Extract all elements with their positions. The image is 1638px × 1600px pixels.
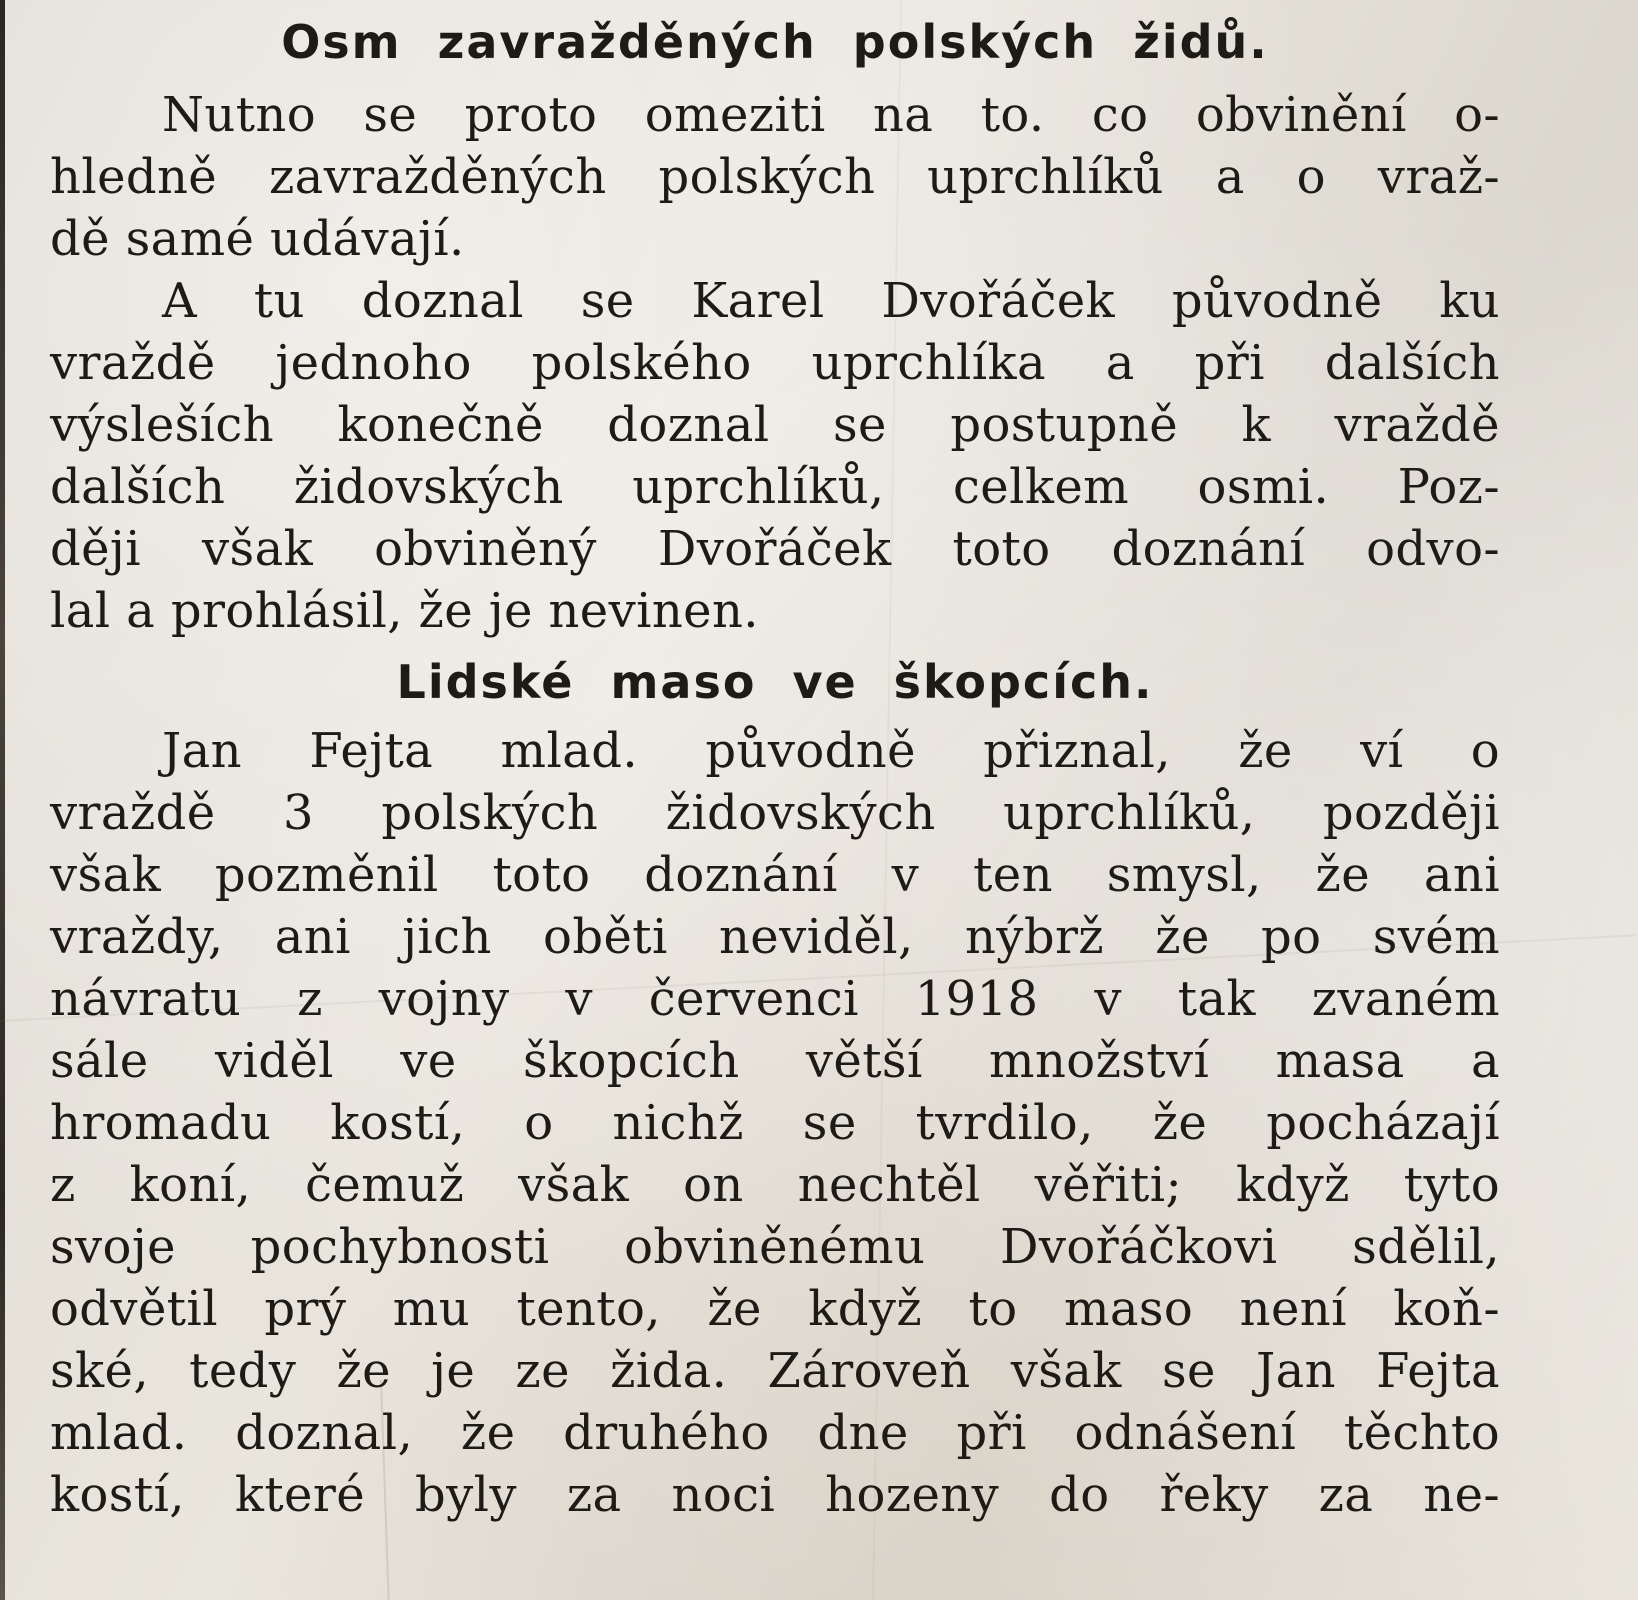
text-line: lal a prohlásil, že je nevinen. [50,583,759,639]
text-line: sále viděl ve škopcích větší množství masa a [50,1033,1500,1089]
text-line: dě samé udávají. [50,211,465,267]
text-line: výsleších konečně doznal se postupně k vraždě [50,397,1500,453]
text-line: Jan Fejta mlad. původně přiznal, že ví o [162,723,1500,779]
text-line: dalších židovských uprchlíků, celkem osmi. Poz- [50,459,1500,515]
text-line: vraždě jednoho polského uprchlíka a při dalších [50,335,1500,391]
paragraph-2 [50,270,1500,642]
text-line: vraždy, ani jich oběti neviděl, nýbrž že po svém [50,909,1500,965]
text-line: ději však obviněný Dvořáček toto doznání odvo- [50,521,1500,577]
text-line: mlad. doznal, že druhého dne při odnášení těchto [50,1405,1500,1461]
text-line: A tu doznal se Karel Dvořáček původně ku [162,273,1500,329]
text-line: kostí, které byly za noci hozeny do řeky za ne- [50,1467,1500,1523]
text-line: Nutno se proto omeziti na to. co obvinění o- [162,87,1500,143]
section-heading-human-meat: Lidské maso ve škopcích. [396,655,1154,709]
text-line: odvětil prý mu tento, že když to maso není koň- [50,1281,1500,1337]
section-heading-murdered-jews: Osm zavražděných polských židů. [281,15,1269,69]
text-line: svoje pochybnosti obviněnému Dvořáčkovi sdělil, [50,1219,1500,1275]
text-line: vraždě 3 polských židovských uprchlíků, později [50,785,1500,841]
text-line: hromadu kostí, o nichž se tvrdilo, že pocházají [50,1095,1500,1151]
text-line: ské, tedy že je ze žida. Zároveň však se Jan Fejta [50,1343,1500,1399]
article-column [50,0,1500,1526]
text-line: hledně zavražděných polských uprchlíků a o vraž- [50,149,1500,205]
text-line: návratu z vojny v červenci 1918 v tak zvaném [50,971,1500,1027]
text-line: však pozměnil toto doznání v ten smysl, že ani [50,847,1500,903]
paragraph-3 [50,720,1500,1526]
text-line: z koní, čemuž však on nechtěl věřiti; když tyto [50,1157,1500,1213]
paragraph-1 [50,84,1500,270]
column-rule [0,0,5,1600]
